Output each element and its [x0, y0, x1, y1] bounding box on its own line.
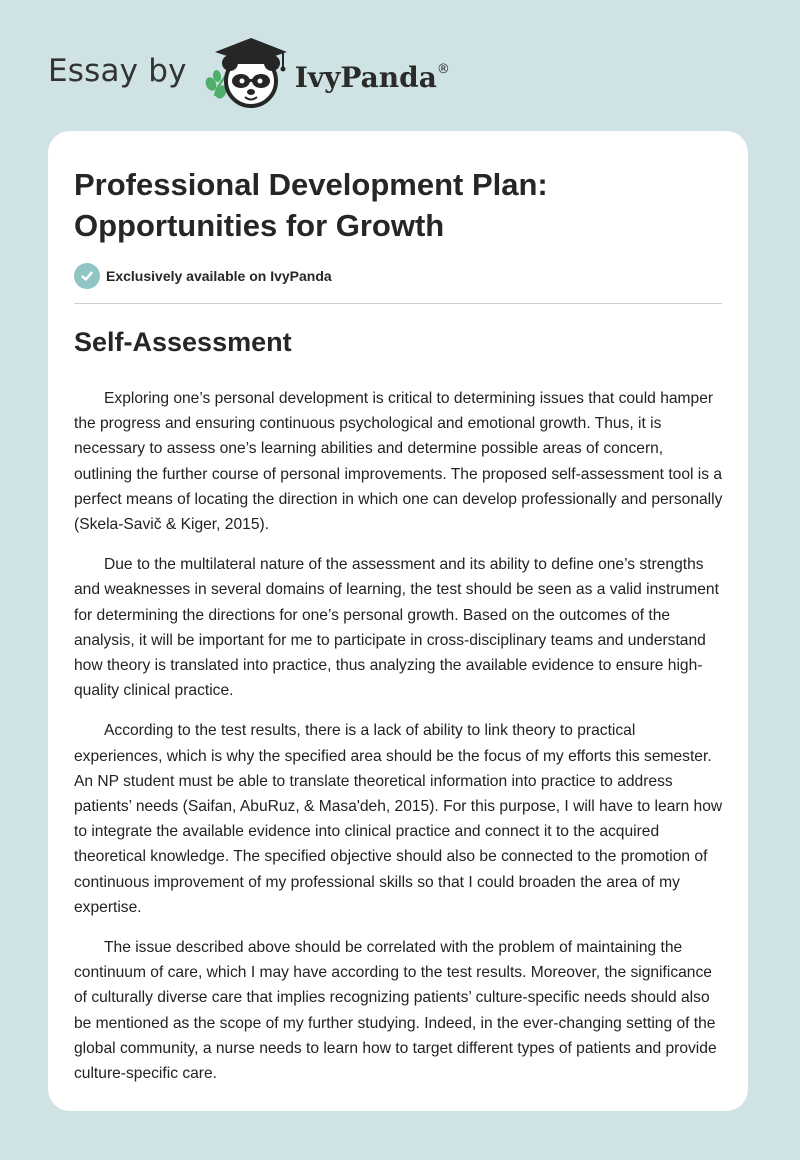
- check-circle-icon: [74, 263, 100, 289]
- divider: [74, 303, 722, 304]
- paragraph: Exploring one’s personal development is critical to determining issues that could hamper the progress and ensuring continuous psychological and emotional growth. Thus, it is necessary to assess one’s learning abilities and determine possible areas of concern, outlining the further course of personal improvements. The proposed self-assessment tool is a perfect means of locating the direction in which one can develop professionally and personally (Skela-Savič & Kiger, 2015).: [74, 390, 723, 534]
- page-title: Professional Development Plan: Opportunities for Growth: [74, 167, 548, 243]
- panda-graduate-icon[interactable]: [201, 34, 293, 114]
- section-title: Self-Assessment: [74, 327, 292, 357]
- site-header: [48, 34, 508, 114]
- exclusive-badge: [74, 263, 332, 289]
- exclusive-badge-label: Exclusively available on IvyPanda: [106, 268, 332, 284]
- paragraph: The issue described above should be correlated with the problem of maintaining the continuum of care, which I may have according to the test results. Moreover, the significance of culturally diverse care that implies recognizing patients’ culture-specific needs should also be mentioned as the scope of my further studying. Indeed, in the ever-changing setting of the global community, a nurse needs to learn how to target different types of patients and provide culture-specific care.: [74, 939, 717, 1083]
- brand-name[interactable]: IvyPanda®: [294, 60, 450, 94]
- essay-body: [74, 386, 724, 1101]
- paragraph: Due to the multilateral nature of the assessment and its ability to define one’s strengths and weaknesses in several domains of learning, the test should be seen as a valid instrument for determining the directions for one’s personal growth. Based on the outcomes of the analysis, it will be important for me to participate in cross-disciplinary teams and understand how theory is translated into practice, thus analyzing the available evidence to ensure high-quality clinical practice.: [74, 556, 719, 700]
- registered-mark: ®: [436, 61, 450, 77]
- paragraph: According to the test results, there is a lack of ability to link theory to practical experiences, which is why the specified area should be the focus of my efforts this semester. An NP student must be able to translate theoretical information into practice to address patients’ needs (Saifan, AbuRuz, & Masa'deh, 2015). For this purpose, I will have to learn how to integrate the available evidence into clinical practice and connect it to the acquired theoretical knowledge. The specified objective should also be connected to the promotion of continuous improvement of my professional skills so that I could broaden the area of my expertise.: [74, 722, 723, 916]
- essay-by-label: Essay by: [48, 53, 187, 89]
- essay-card: [48, 131, 748, 1111]
